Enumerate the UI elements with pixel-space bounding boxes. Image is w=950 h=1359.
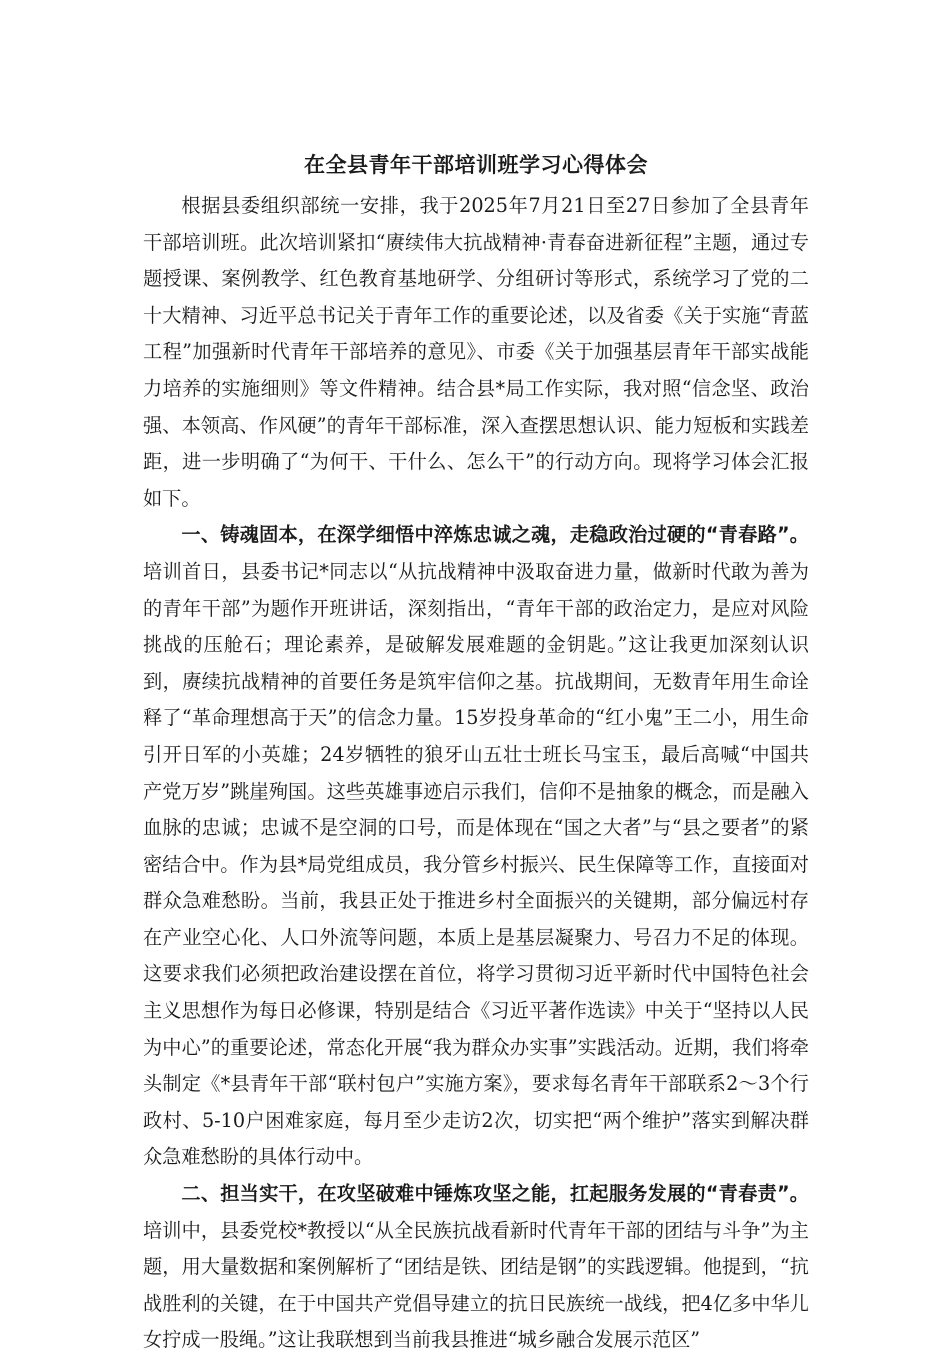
- section-1-heading: 一、铸魂固本，在深学细悟中淬炼忠诚之魂，走稳政治过硬的“青春路”。: [181, 523, 809, 547]
- section-2-paragraph: [143, 1176, 809, 1359]
- intro-paragraph: 根据县委组织部统一安排，我于2025年7月21日至27日参加了全县青年干部培训班。此次培训紧扣“赓续伟大抗战精神·青春奋进新征程”主题，通过专题授课、案例教学、红色教育基地研学、分组研讨等形式，系统学习了党的二十大精神、习近平总书记关于青年工作的重要论述，以及省委《关于实施“青蓝工程”加强新时代青年干部培养的意见》、市委《关于加强基层青年干部实战能力培养的实施细则》等文件精神。结合县*局工作实际，我对照“信念坚、政治强、本领高、作风硬”的青年干部标准，深入查摆思想认识、能力短板和实践差距，进一步明确了“为何干、干什么、怎么干”的行动方向。现将学习体会汇报如下。: [143, 194, 809, 510]
- document-title: 在全县青年干部培训班学习心得体会: [304, 153, 648, 177]
- section-1-paragraph: [143, 517, 809, 1176]
- section-1-body: 培训首日，县委书记*同志以“从抗战精神中汲取奋进力量，做新时代敢为善为的青年干部”为题作开班讲话，深刻指出，“青年干部的政治定力，是应对风险挑战的压舱石；理论素养，是破解发展难题的金钥匙。”这让我更加深刻认识到，赓续抗战精神的首要任务是筑牢信仰之基。抗战期间，无数青年用生命诠释了“革命理想高于天”的信念力量。15岁投身革命的“红小鬼”王二小，用生命引开日军的小英雄；24岁牺牲的狼牙山五壮士班长马宝玉，最后高喊“中国共产党万岁”跳崖殉国。这些英雄事迹启示我们，信仰不是抽象的概念，而是融入血脉的忠诚；忠诚不是空洞的口号，而是体现在“国之大者”与“县之要者”的紧密结合中。作为县*局党组成员，我分管乡村振兴、民生保障等工作，直接面对群众急难愁盼。当前，我县正处于推进乡村全面振兴的关键期，部分偏远村存在产业空心化、人口外流等问题，本质上是基层凝聚力、号召力不足的体现。这要求我们必须把政治建设摆在首位，将学习贯彻习近平新时代中国特色社会主义思想作为每日必修课，特别是结合《习近平著作选读》中关于“坚持以人民为中心”的重要论述，常态化开展“我为群众办实事”实践活动。近期，我们将牵头制定《*县青年干部“联村包户”实施方案》，要求每名青年干部联系2～3个行政村、5-10户困难家庭，每月至少走访2次，切实把“两个维护”落实到解决群众急难愁盼的具体行动中。: [143, 559, 809, 1169]
- section-2-body: 培训中，县委党校*教授以“从全民族抗战看新时代青年干部的团结与斗争”为主题，用大量数据和案例解析了“团结是铁、团结是钢”的实践逻辑。他提到，“抗战胜利的关键，在于中国共产党倡导建立的抗日民族统一战线，把4亿多中华儿女拧成一股绳。”这让我联想到当前我县推进“城乡融合发展示范区”: [143, 1218, 809, 1352]
- document-page: [143, 148, 809, 1359]
- section-2-heading: 二、担当实干，在攻坚破难中锤炼攻坚之能，扛起服务发展的“青春责”。: [181, 1182, 809, 1206]
